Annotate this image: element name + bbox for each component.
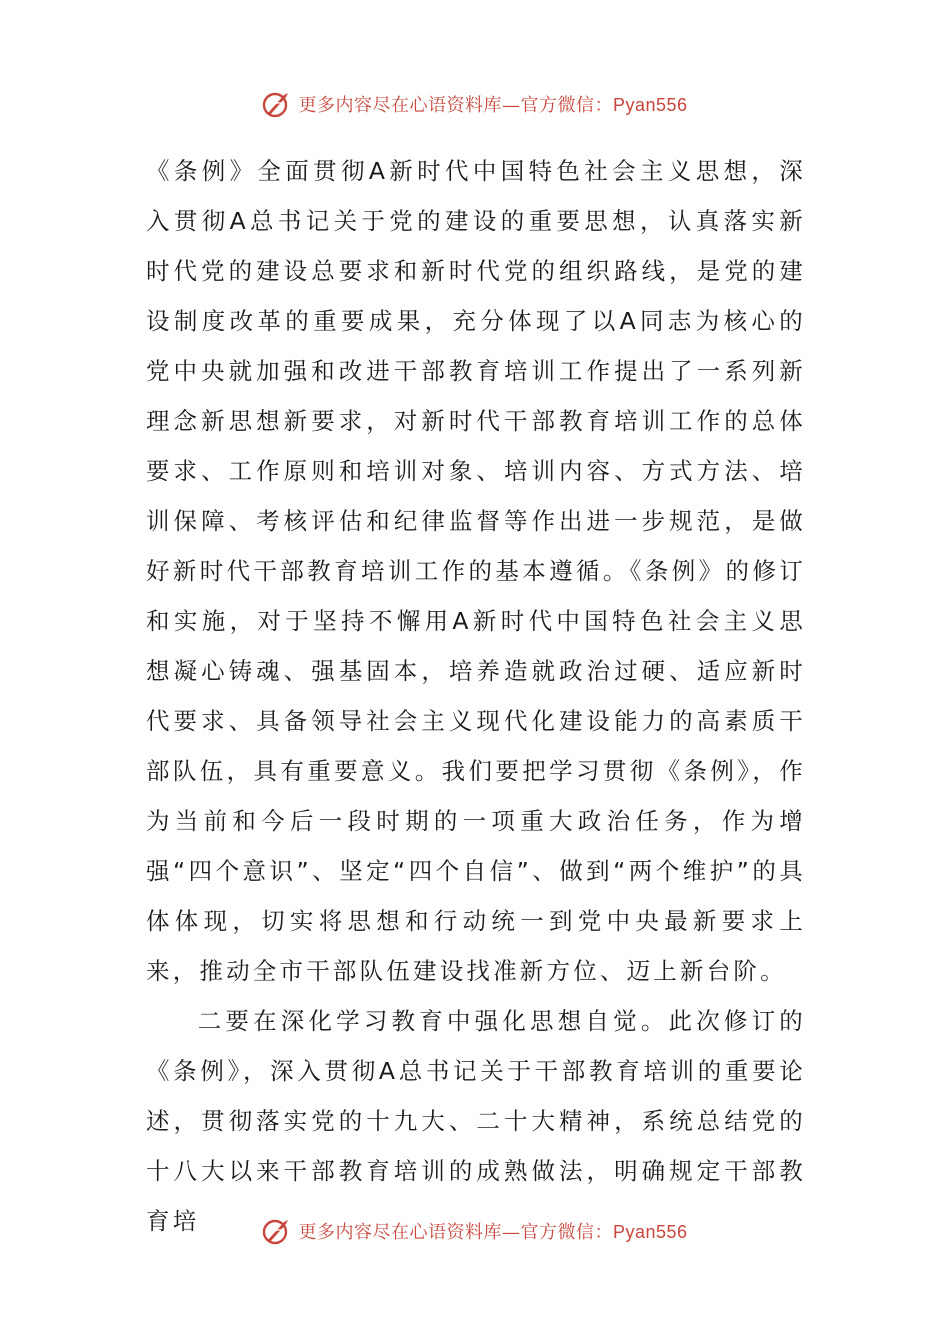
paragraph: 《条例》全面贯彻A新时代中国特色社会主义思想，深入贯彻A总书记关于党的建设的重要思想，认真落实新时代党的建设总要求和新时代党的组织路线，是党的建设制度改革的重要成果，充分体现了以A同志为核心的党中央就加强和改进干部教育培训工作提出了一系列新理念新思想新要求，对新时代干部教育培训工作的总体要求、工作原则和培训对象、培训内容、方式方法、培训保障、考核评估和纪律监督等作出进一步规范，是做好新时代干部教育培训工作的基本遵循。《条例》的修订和实施，对于坚持不懈用A新时代中国特色社会主义思想凝心铸魂、强基固本，培养造就政治过硬、适应新时代要求、具备领导社会主义现代化建设能力的高素质干部队伍，具有重要意义。我们要把学习贯彻《条例》，作为当前和今后一段时期的一项重大政治任务，作为增强“四个意识”、坚定“四个自信”、做到“两个维护”的具体体现，切实将思想和行动统一到党中央最新要求上来，推动全市干部队伍建设找准新方位、迈上新台阶。	[146, 157, 806, 985]
pen-circle-logo-icon	[262, 89, 292, 119]
paragraph: 二要在深化学习教育中强化思想自觉。此次修订的《条例》，深入贯彻A总书记关于干部教育培训的重要论述，贯彻落实党的十九大、二十大精神，系统总结党的十八大以来干部教育培训的成熟做法，明确规定干部教育培	[146, 1007, 806, 1235]
footer-watermark	[0, 1211, 950, 1251]
document-body	[146, 146, 806, 1246]
watermark-text: 更多内容尽在心语资料库—官方微信：Pyan556	[298, 95, 688, 116]
pen-circle-logo-icon	[262, 1216, 292, 1246]
header-watermark	[0, 84, 950, 124]
watermark-text: 更多内容尽在心语资料库—官方微信：Pyan556	[298, 1222, 688, 1243]
